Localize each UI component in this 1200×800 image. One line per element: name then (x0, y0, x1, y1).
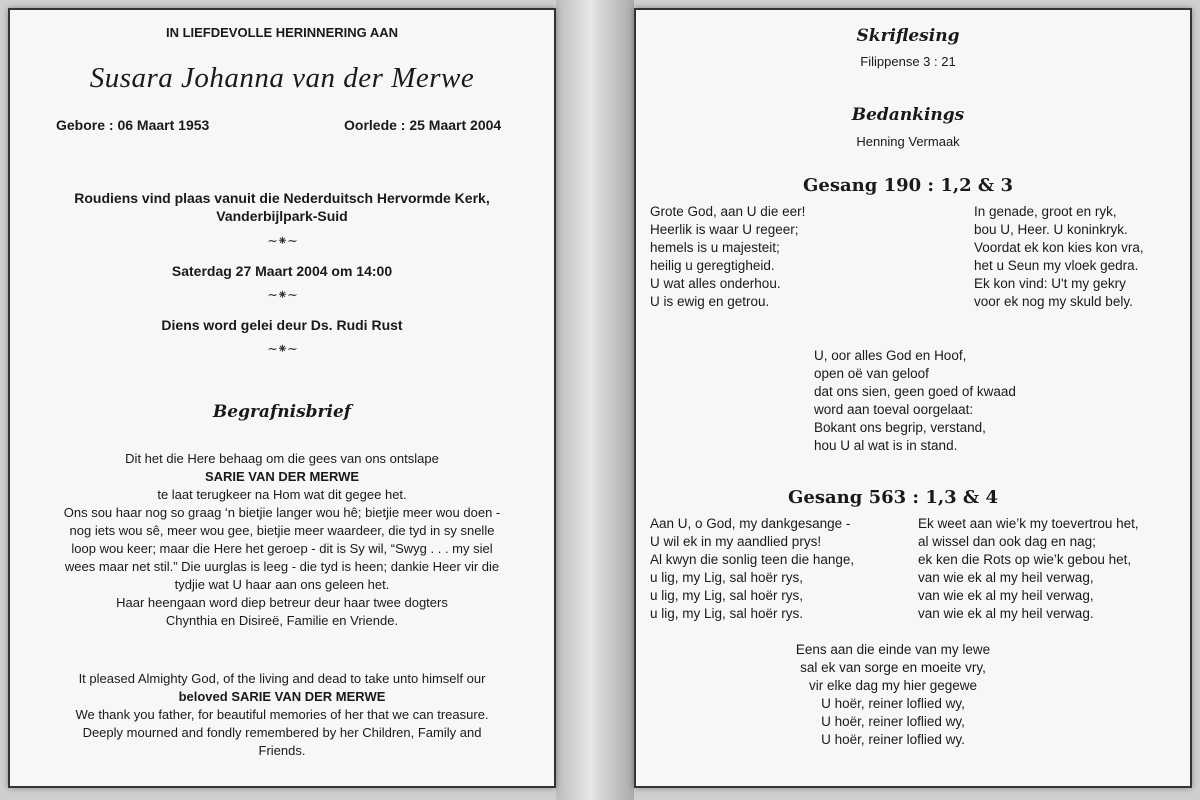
hymn-563-verse-4 (636, 641, 1150, 749)
verse-line: Aan U, o God, my dankgesange - (650, 516, 851, 531)
left-page (8, 8, 556, 788)
verse-line: U wat alles onderhou. (650, 276, 781, 291)
hymn-563-verse-1 (650, 515, 854, 623)
hymn-563-verse-3 (918, 515, 1139, 623)
letter-line: te laat terugkeer na Hom wat dit gegee het. (157, 487, 407, 502)
letter-line: wees maar net stil.” Die uurglas is leeg - die tyd is heen; dankie Heer vir die (64, 559, 500, 574)
verse-line: heilig u geregtigheid. (650, 258, 775, 273)
officiant: Diens word gelei deur Ds. Rudi Rust (161, 317, 403, 333)
verse-line: In genade, groot en ryk, (974, 204, 1117, 219)
english-letter (10, 670, 554, 760)
letter-line: Friends. (258, 743, 306, 758)
letter-line: Ons sou haar nog so graag ‘n bietjie langer wou hê; bietjie meer wou doen - (63, 505, 501, 520)
ornament-divider: ~⁕~ (267, 342, 297, 357)
verse-line: van wie ek al my heil verwag, (918, 570, 1094, 585)
memorial-heading: IN LIEFDEVOLLE HERINNERING AAN (165, 25, 399, 40)
verse-line: word aan toeval oorgelaat: (814, 402, 974, 417)
death-date: Oorlede : 25 Maart 2004 (344, 117, 502, 133)
verse-line: Bokant ons begrip, verstand, (814, 420, 986, 435)
verse-line: Eens aan die einde van my lewe (795, 642, 991, 657)
letter-line: beloved SARIE VAN DER MERWE (178, 689, 386, 704)
right-page (634, 8, 1192, 788)
verse-line: U hoër, reiner loflied wy, (821, 714, 965, 729)
verse-line: u lig, my Lig, sal hoër rys, (650, 570, 804, 585)
verse-line: van wie ek al my heil verwag. (918, 606, 1094, 621)
service-location-line1: Roudiens vind plaas vanuit die Nederduitsch Hervormde Kerk, (74, 190, 490, 206)
thanks-title: Bedankings (851, 105, 965, 125)
hymn-563-title: Gesang 563 : 1,3 & 4 (788, 487, 998, 508)
hymn-190-verse-1 (650, 203, 805, 311)
afrikaans-letter (10, 450, 554, 630)
letter-line: nog iets wou sê, meer wou gee, bietjie meer waardeer, die tyd in sy snelle (69, 523, 495, 538)
verse-line: open oë van geloof (814, 366, 929, 381)
verse-line: van wie ek al my heil verwag, (918, 588, 1094, 603)
letter-line: tydjie wat U haar aan ons geleen het. (174, 577, 390, 592)
verse-line: hemels is u majesteit; (650, 240, 780, 255)
ornament-divider: ~⁕~ (267, 288, 297, 303)
verse-line: Voordat ek kon kies kon vra, (974, 240, 1144, 255)
scripture-reading-title: Skriflesing (856, 26, 960, 46)
verse-line: Ek weet aan wie’k my toevertrou het, (918, 516, 1139, 531)
verse-line: Heerlik is waar U regeer; (650, 222, 799, 237)
verse-line: U hoër, reiner loflied wy, (821, 696, 965, 711)
service-date-time: Saterdag 27 Maart 2004 om 14:00 (171, 263, 393, 279)
thanks-name: Henning Vermaak (856, 134, 960, 149)
verse-line: U hoër, reiner loflied wy. (821, 732, 965, 747)
verse-line: u lig, my Lig, sal hoër rys. (650, 606, 804, 621)
verse-line: U wil ek in my aandlied prys! (650, 534, 822, 549)
letter-line: It pleased Almighty God, of the living and dead to take unto himself our (78, 671, 486, 686)
hymn-190-title: Gesang 190 : 1,2 & 3 (803, 175, 1013, 196)
verse-line: U is ewig en getrou. (650, 294, 770, 309)
hymn-190-verse-2 (974, 203, 1144, 311)
hymn-190-verse-3 (814, 347, 1016, 455)
verse-line: al wissel dan ook dag en nag; (918, 534, 1096, 549)
verse-line: Al kwyn die sonlig teen die hange, (650, 552, 855, 567)
verse-line: Grote God, aan U die eer! (650, 204, 806, 219)
verse-line: Ek kon vind: U't my gekry (974, 276, 1126, 291)
letter-line: Deeply mourned and fondly remembered by her Children, Family and (82, 725, 482, 740)
verse-line: vir elke dag my hier gegewe (808, 678, 978, 693)
verse-line: voor ek nog my skuld bely. (974, 294, 1133, 309)
letter-line: We thank you father, for beautiful memories of her that we can treasure. (75, 707, 489, 722)
birth-date: Gebore : 06 Maart 1953 (56, 117, 210, 133)
verse-line: u lig, my Lig, sal hoër rys, (650, 588, 804, 603)
funeral-letter-title: Begrafnisbrief (212, 402, 352, 422)
booklet-spine (556, 0, 634, 800)
letter-line: Chynthia en Disireë, Familie en Vriende. (165, 613, 399, 628)
ornament-divider: ~⁕~ (267, 234, 297, 249)
verse-line: het u Seun my vloek gedra. (974, 258, 1139, 273)
verse-line: dat ons sien, geen goed of kwaad (814, 384, 1016, 399)
deceased-name: Susara Johanna van der Merwe (89, 62, 475, 94)
scripture-reference: Filippense 3 : 21 (860, 54, 956, 69)
letter-line: SARIE VAN DER MERWE (204, 469, 360, 484)
verse-line: ek ken die Rots op wie’k gebou het, (918, 552, 1132, 567)
verse-line: bou U, Heer. U koninkryk. (974, 222, 1128, 237)
verse-line: hou U al wat is in stand. (814, 438, 958, 453)
letter-line: Dit het die Here behaag om die gees van ons ontslape (125, 451, 439, 466)
letter-line: Haar heengaan word diep betreur deur haar twee dogters (116, 595, 448, 610)
verse-line: sal ek van sorge en moeite vry, (800, 660, 986, 675)
service-location-line2: Vanderbijlpark-Suid (216, 208, 348, 224)
letter-line: loop wou keer; maar die Here het geroep - dit is Sy wil, “Swyg . . . my siel (71, 541, 493, 556)
verse-line: U, oor alles God en Hoof, (814, 348, 967, 363)
